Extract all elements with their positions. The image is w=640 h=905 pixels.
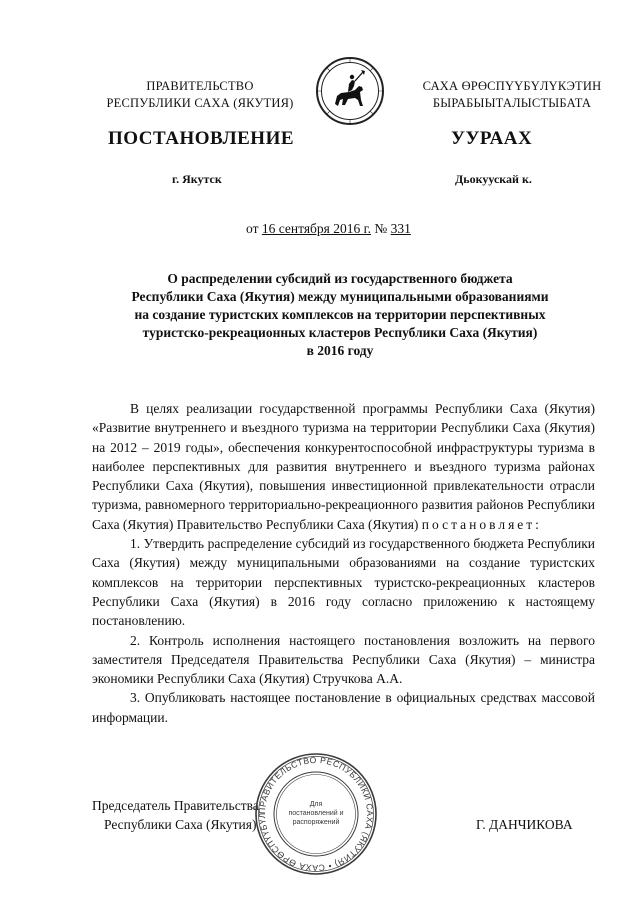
item-1: 1. Утвердить распределение субсидий из государственного бюджета Республики Саха (Якутия) между муниципальными образованиями на создание туристских комплексов на территории перспективных туристско-рекреационных кластеров Республики Саха (Якутия) в 2016 году согласно приложению к настоящему постановлению. [92,536,595,629]
doc-title [80,270,600,360]
date-prefix: от [246,221,259,236]
gov-name-sakha [392,78,632,112]
decree-word: постановляет: [421,516,542,532]
doc-title-line5: в 2016 году [306,343,374,358]
doc-title-line2: Республики Саха (Якутия) между муниципальными образованиями [131,289,549,304]
item-3: 3. Опубликовать настоящее постановление в официальных средствах массовой информации. [92,690,595,725]
coat-of-arms-icon [315,56,385,126]
stamp-center-line3: распоряжений [292,819,340,826]
item-2: 2. Контроль исполнения настоящего постановления возложить на первого заместителя Председателя Правительства Республики Саха (Якутия) – министра экономики Республики Саха (Якутия) Стручкова А.А. [92,632,595,687]
signatory-position [92,796,259,834]
doc-type-sakha: УУРААХ [451,128,533,149]
gov-name-ru-line1: ПРАВИТЕЛЬСТВО [146,79,254,93]
gov-name-sakha-line1: САХА ӨРӨСПҮҮБҮЛҮКЭТИН [422,79,602,93]
doc-number: 331 [390,221,411,236]
preamble-paragraph [92,399,595,534]
doc-body [92,399,595,727]
stamp-center-line1: Для [309,801,323,808]
preamble-text: В целях реализации государственной программы Республики Саха (Якутия) «Развитие внутреннего и въездного туризма на территории Республики Саха (Якутия) на 2012 – 2019 годы», обеспечения конкурентоспособной инфраструктуры туризма в наиболее перспективных для развития внутреннего и въездного туризма районах Республики Саха (Якутия), повышения инвестиционной привлекательности отрасли туризма, равномерного территориально-рекреационного развития районов Республики Саха (Якутия) Правительство Республики Саха (Якутия) [92,401,595,532]
doc-type-ru: ПОСТАНОВЛЕНИЕ [108,128,295,149]
gov-name-sakha-line2: БЫРАБЫЫТАЛЫСТЫБАТА [432,96,592,110]
gov-name-ru [90,78,310,112]
number-sign: № [374,221,388,236]
signatory-position-line2: Республики Саха (Якутия) [104,817,257,832]
doc-title-line1: О распределении субсидий из государственного бюджета [167,271,513,286]
gov-name-ru-line2: РЕСПУБЛИКИ САХА (ЯКУТИЯ) [106,96,294,110]
doc-title-line3: на создание туристских комплексов на территории перспективных [134,307,546,322]
official-stamp [254,752,378,876]
signatory-position-line1: Председатель Правительства [92,798,259,813]
doc-title-line4: туристско-рекреационных кластеров Республики Саха (Якутия) [142,325,538,340]
signatory-name: Г. ДАНЧИКОВА [476,817,573,832]
city-ru: г. Якутск [172,172,222,186]
doc-date: 16 сентября 2016 г. [261,221,372,236]
stamp-center-line2: постановлений и [288,810,344,817]
date-line [246,221,411,237]
city-sakha: Дьокуускай к. [455,172,532,186]
stamp-ring-text: ПРАВИТЕЛЬСТВО РЕСПУБЛИКИ САХА (ЯКУТИЯ) • САХА ӨРӨСПҮҮБҮЛ [256,754,376,874]
